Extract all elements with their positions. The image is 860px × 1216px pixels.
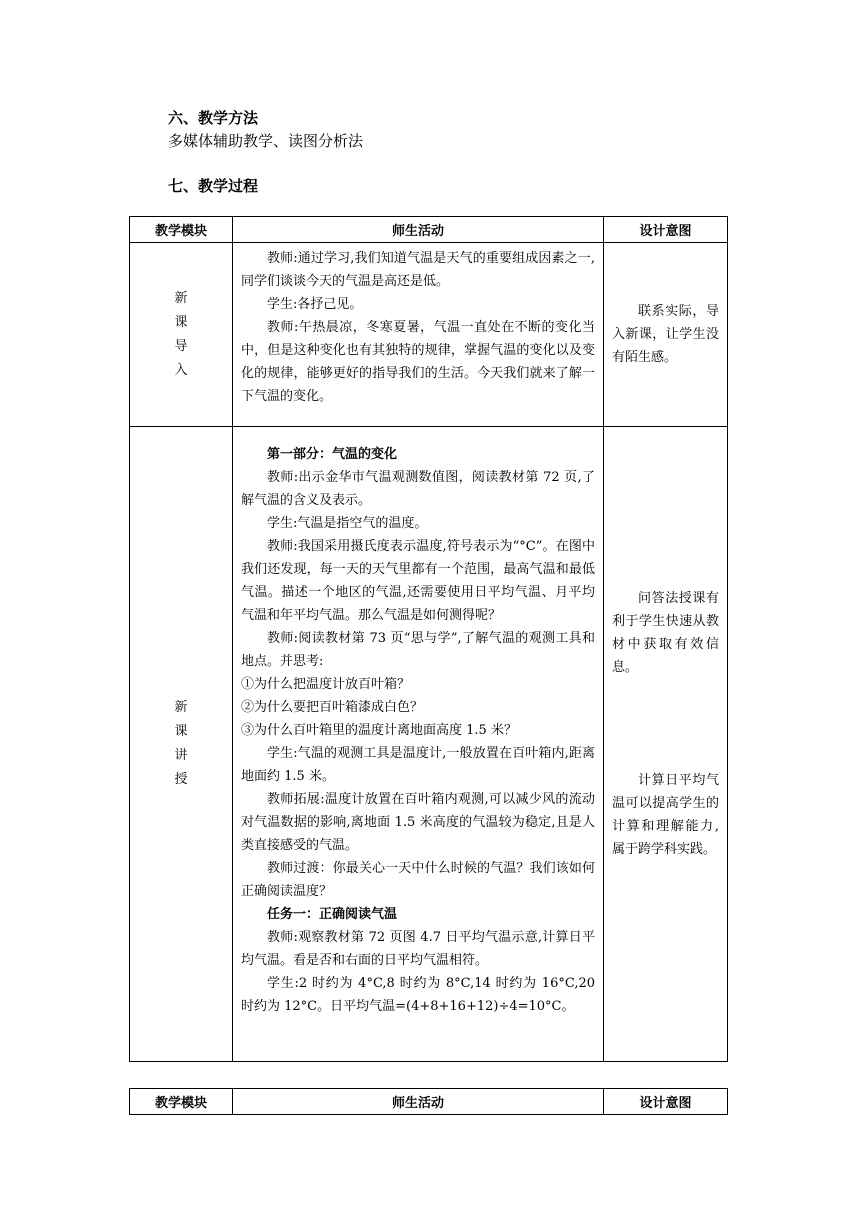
- header-module: 教学模块: [130, 1089, 233, 1115]
- activity-paragraph: 学生:气温的观测工具是温度计,一般放置在百叶箱内,距离地面约 1.5 米。: [241, 746, 595, 784]
- continuation-table: [129, 1088, 728, 1115]
- question-item: ③为什么百叶箱里的温度计离地面高度 1.5 米？: [241, 723, 517, 738]
- activity-paragraph: 教师:出示金华市气温观测数值图，阅读教材第 72 页,了解气温的含义及表示。: [241, 470, 595, 508]
- activity-paragraph: 教师:通过学习,我们知道气温是天气的重要组成因素之一,同学们谈谈今天的气温是高还是低。: [241, 251, 595, 289]
- activity-paragraph: 教师拓展:温度计放置在百叶箱内观测,可以减少风的流动对气温数据的影响,离地面 1.5 米高度的气温较为稳定,且是人类直接感受的气温。: [241, 792, 595, 853]
- module-char: 新: [174, 700, 188, 715]
- activity-paragraph: 学生:2 时约为 4°C,8 时约为 8°C,14 时约为 16°C,20 时约为 12°C。日平均气温=(4+8+16+12)÷4=10°C。: [241, 976, 595, 1014]
- section-heading: 第一部分：气温的变化: [267, 447, 398, 462]
- module-char: 入: [174, 362, 188, 378]
- module-char: 导: [174, 338, 188, 354]
- module-char: 新: [174, 290, 188, 306]
- header-intent: 设计意图: [604, 1089, 728, 1115]
- table-row: [130, 243, 728, 427]
- table-header-row: [130, 1089, 728, 1115]
- section6-title: 六、教学方法: [168, 109, 259, 127]
- question-item: ②为什么要把百叶箱漆成白色？: [241, 700, 424, 715]
- activity-cell: [233, 427, 604, 1062]
- module-char: 讲: [174, 748, 188, 763]
- question-item: ①为什么把温度计放百叶箱？: [241, 677, 411, 692]
- activity-paragraph: 教师:午热晨凉，冬寒夏暑，气温一直处在不断的变化当中，但是这种变化也有其独特的规律，掌握气温的变化以及变化的规律，能够更好的指导我们的生活。今天我们就来了解一下气温的变化。: [241, 320, 595, 404]
- activity-paragraph: 学生:气温是指空气的温度。: [267, 516, 428, 531]
- section6-body: 多媒体辅助教学、读图分析法: [168, 132, 364, 150]
- intent-paragraph: 问答法授课有利于学生快速从教材中获取有效信息。: [612, 591, 719, 675]
- module-char: 授: [174, 772, 188, 787]
- header-activity: 师生活动: [233, 1089, 604, 1115]
- activity-paragraph: 教师:阅读教材第 73 页“思与学”,了解气温的观测工具和地点。并思考:: [241, 631, 595, 669]
- header-intent: 设计意图: [604, 217, 728, 243]
- module-cell: [130, 243, 233, 427]
- activity-paragraph: 学生:各抒己见。: [267, 297, 363, 312]
- module-char: 课: [174, 724, 188, 739]
- table-row: [130, 427, 728, 1062]
- intent-cell: [604, 427, 728, 1062]
- header-activity: 师生活动: [233, 217, 604, 243]
- activity-paragraph: 教师:我国采用摄氏度表示温度,符号表示为“°C”。在图中我们还发现，每一天的天气里都有一个范围，最高气温和最低气温。描述一个地区的气温,还需要使用日平均气温、月平均气温和年平均气温。那么气温是如何测得呢？: [241, 539, 595, 623]
- activity-paragraph: 教师过渡：你最关心一天中什么时候的气温？我们该如何正确阅读温度？: [241, 861, 595, 899]
- teaching-process-table: [129, 216, 728, 1062]
- task-heading: 任务一：正确阅读气温: [267, 907, 398, 922]
- intent-cell: [604, 243, 728, 427]
- table-header-row: [130, 217, 728, 243]
- module-char: 课: [174, 314, 188, 330]
- section7-title: 七、教学过程: [168, 177, 259, 195]
- activity-cell: [233, 243, 604, 427]
- intent-paragraph: 联系实际，导入新课，让学生没有陌生感。: [612, 304, 719, 365]
- header-module: 教学模块: [130, 217, 233, 243]
- module-cell: [130, 427, 233, 1062]
- activity-paragraph: 教师:观察教材第 72 页图 4.7 日平均气温示意,计算日平均气温。看是否和右面的日平均气温相符。: [241, 930, 595, 968]
- intent-paragraph: 计算日平均气温可以提高学生的计算和理解能力,属于跨学科实践。: [612, 773, 719, 857]
